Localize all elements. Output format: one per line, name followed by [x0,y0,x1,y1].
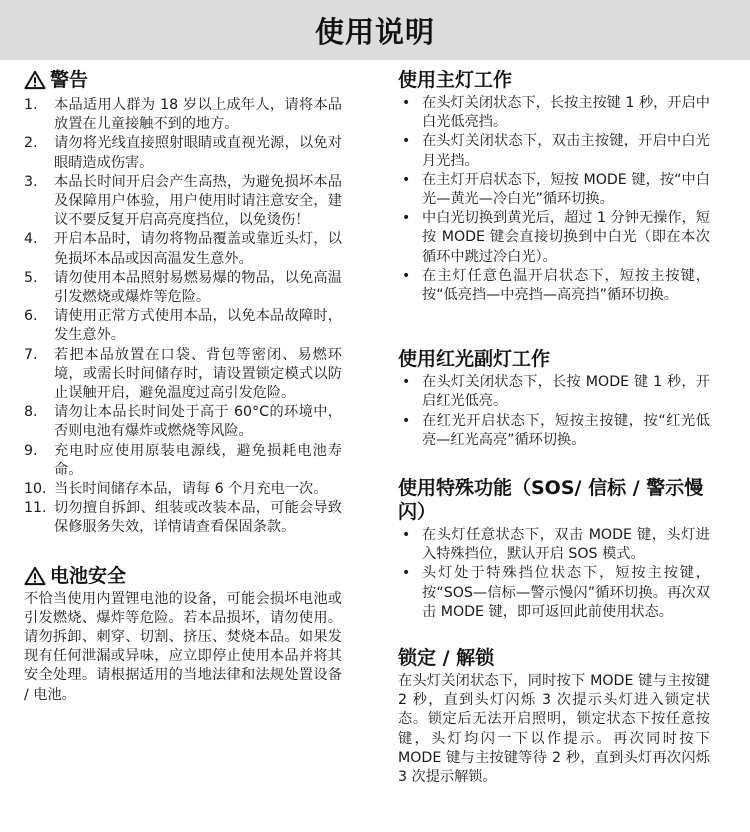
list-item: • 在头灯关闭状态下，双击主按键，开启中白光月光挡。 [398,132,710,170]
warning-triangle-icon [24,566,46,586]
list-item: 1. 本品适用人群为 18 岁以上成年人，请将本品放置在儿童接触不到的地方。 [24,97,342,133]
red-light-heading: 使用红光副灯工作 [398,348,551,371]
warning-triangle-icon [24,70,46,90]
battery-heading [24,564,342,588]
list-item: 10. 当长时间储存本品，请每 6 个月充电一次。 [24,481,328,498]
battery-text: 不恰当使用内置锂电池的设备，可能会损坏电池或引发燃烧、爆炸等危险。若本品损坏，请勿使用。请勿拆卸、刺穿、切割、挤压、焚烧本品。如果发现有任何泄漏或异味，应立即停止使用本品并将其安全处理。请根据适用的当地法律和法规处置设备 / 电池。 [24,590,342,703]
list-item: 3. 本品长时间开启会产生高热，为避免损坏本品及保障用户体验，用户使用时请注意安全，建议不要反复开启高亮度挡位，以免烫伤！ [24,173,342,229]
list-item: 6. 请使用正常方式使用本品，以免本品故障时，发生意外。 [24,308,342,344]
battery-heading-text: 电池安全 [50,564,127,587]
warning-heading [24,68,342,92]
list-item: • 在主灯任意色温开启状态下，短按主按键，按“低亮挡—中亮挡—高亮挡”循环切换。 [398,267,710,305]
list-item: 4. 开启本品时，请勿将物品覆盖或靠近头灯，以免损坏本品或因高温发生意外。 [24,231,342,267]
warning-heading-text: 警告 [50,69,89,91]
list-item: 5. 请勿使用本品照射易燃易爆的物品，以免高温引发燃烧或爆炸等危险。 [24,269,342,306]
list-item: 11. 切勿擅自拆卸、组装或改装本品，可能会导致保修服务失效，详情请查看保固条款。 [24,500,342,536]
title-bar [0,0,750,60]
main-light-list [398,94,710,305]
list-item: 8. 请勿让本品长时间处于高于 60°C的环境中，否则电池有爆炸或燃烧等风险。 [24,404,342,440]
warning-list [24,96,342,538]
list-item: • 在头灯关闭状态下，长按主按键 1 秒，开启中白光低亮挡。 [398,94,710,132]
lock-text: 在头灯关闭状态下，同时按下 MODE 键与主按键 2 秒，直到头灯闪烁 3 次提示头灯进入锁定状态。锁定后无法开启照明，锁定状态下按任意按键，头灯均闪一下以作提示。再次同时按下 MODE 键与主按键等待 2 秒，直到头灯再次闪烁 3 次提示解锁。 [398,673,710,786]
list-item: • 头灯处于特殊挡位状态下，短按主按键，按“SOS—信标—警示慢闪”循环切换。再次双击 MODE 键，即可返回此前使用状态。 [398,564,710,622]
list-item: • 在头灯任意状态下，双击 MODE 键，头灯进入特殊挡位，默认开启 SOS 模式。 [398,526,710,564]
lock-heading: 锁定 / 解锁 [398,647,495,670]
list-item: • 在主灯开启状态下，短按 MODE 键，按“中白光—黄光—冷白光”循环切换。 [398,171,710,209]
list-item: 2. 请勿将光线直接照射眼睛或直视光源，以免对眼睛造成伤害。 [24,135,342,171]
list-item: 9. 充电时应使用原装电源线，避免损耗电池寿命。 [24,442,342,478]
list-item: • 中白光切换到黄光后，超过 1 分钟无操作，短按 MODE 键会直接切换到中白光（即在本次循环中跳过冷白光）。 [398,209,710,267]
right-column [398,68,710,787]
special-function-heading: 使用特殊功能（SOS/ 信标 / 警示慢闪） [398,477,704,524]
page-title: 使用说明 [314,14,435,49]
list-item: • 在红光开启状态下，短按主按键，按“红光低亮—红光高亮”循环切换。 [398,412,710,450]
red-light-list [398,373,710,450]
list-item: 7. 若把本品放置在口袋、背包等密闭、易燃环境，或需长时间储存时，请设置锁定模式以防止误触开启，避免温度过高引发危险。 [24,346,342,402]
special-function-list [398,526,710,622]
list-item: • 在头灯关闭状态下，长按 MODE 键 1 秒，开启红光低亮。 [398,373,710,411]
left-column [24,68,342,705]
main-light-heading: 使用主灯工作 [398,69,513,91]
